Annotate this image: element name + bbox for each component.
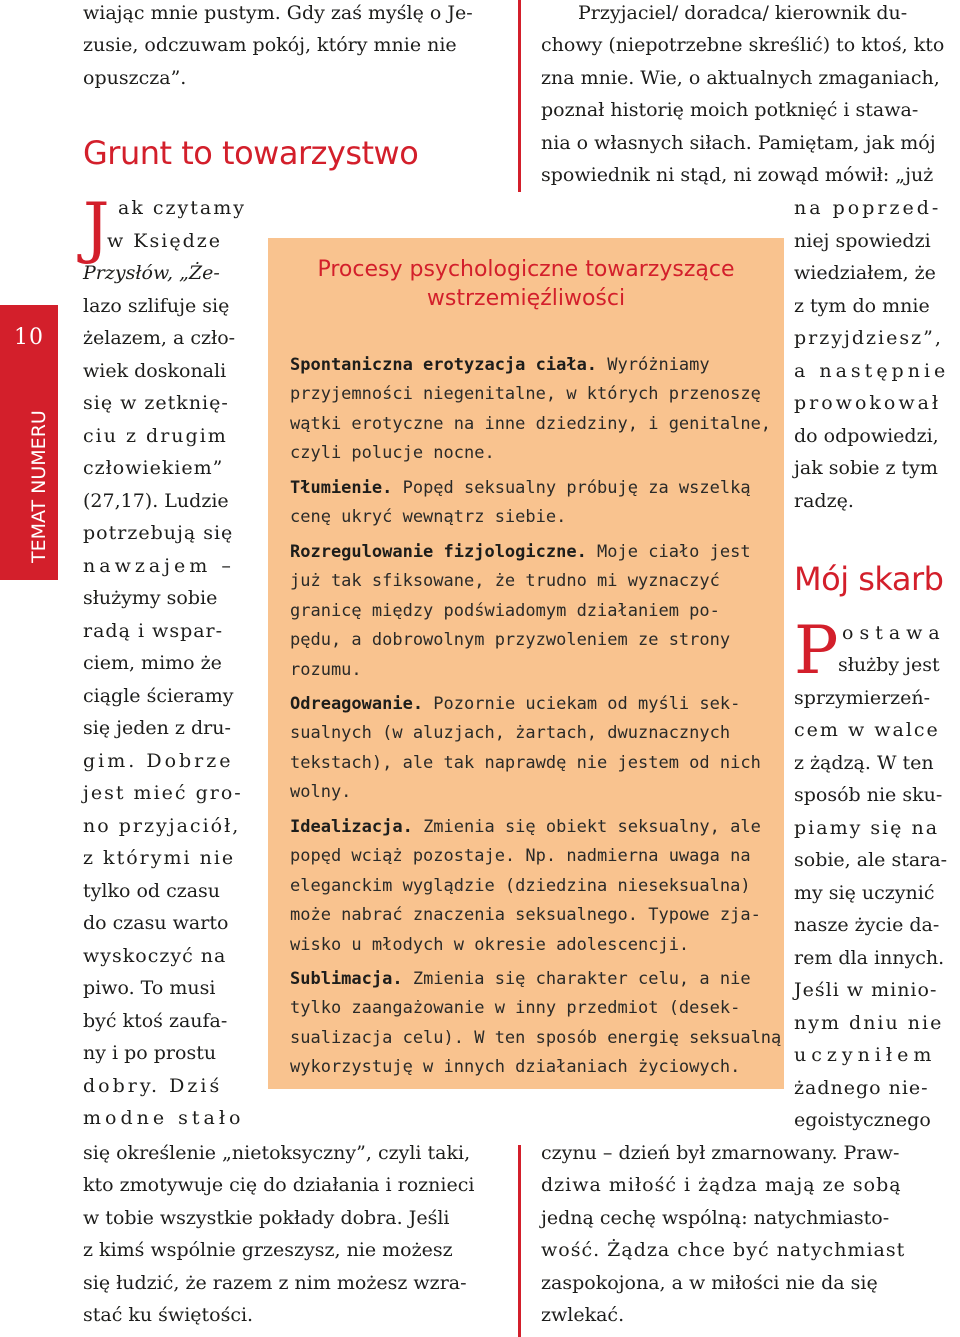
box-line: popęd wciąż pozostaje. Np. nadmierna uwaga na bbox=[290, 846, 751, 866]
text-line: ny i po prostu bbox=[83, 1042, 217, 1064]
box-line: tekstach), ale tak naprawdę nie jestem od nich bbox=[290, 753, 761, 773]
text-line: niej spowiedzi bbox=[794, 230, 931, 252]
box-line: rozumu. bbox=[290, 660, 362, 680]
text-line: zaspokojona, a w miłości nie da się bbox=[541, 1272, 878, 1294]
text-line: żelazem, a czło- bbox=[83, 327, 236, 349]
text-line: (27,17). Ludzie bbox=[83, 490, 229, 512]
box-line: Rozregulowanie fizjologiczne. Moje ciało jest bbox=[290, 542, 751, 562]
text-line: wiedziałem, że bbox=[794, 262, 936, 284]
text-line: żadnego nie- bbox=[794, 1077, 929, 1099]
text-line: rem dla innych. bbox=[794, 947, 945, 969]
drop-cap-p: P bbox=[794, 612, 839, 689]
text-line: nasze życie da- bbox=[794, 914, 940, 936]
text-line: z którymi nie bbox=[83, 847, 236, 869]
text-line: modne stało bbox=[83, 1107, 245, 1129]
text-line: piwo. To musi bbox=[83, 977, 216, 999]
text-line: nia o własnych siłach. Pamiętam, jak mój bbox=[541, 132, 936, 154]
text-line: sposób nie sku- bbox=[794, 784, 943, 806]
text-line: sobie, ale stara- bbox=[794, 849, 947, 871]
text-line: wiek doskonali bbox=[83, 360, 227, 382]
box-line: tylko zaangażowanie w inny przedmiot (desek- bbox=[290, 998, 741, 1018]
text-line: a następnie bbox=[794, 360, 950, 382]
box-line: sualnych (w aluzjach, żartach, dwuznacznych bbox=[290, 723, 731, 743]
text-line: z tym do mnie bbox=[794, 295, 930, 317]
text-line: wyskoczyć na bbox=[83, 945, 227, 967]
text-line: poznał historię moich potknięć i stawa- bbox=[541, 99, 919, 121]
section-label: TEMAT NUMERU bbox=[28, 410, 50, 563]
text-line: spowiednik ni stąd, ni zowąd mówił: „już bbox=[541, 164, 934, 186]
box-line: Idealizacja. Zmienia się obiekt seksualny, ale bbox=[290, 817, 761, 837]
page-number: 10 bbox=[14, 325, 44, 350]
text-line: cem w walce bbox=[794, 719, 940, 741]
text-line: jedną cechę wspólną: natychmiasto- bbox=[541, 1207, 890, 1229]
box-term: Spontaniczna erotyzacja ciała. bbox=[290, 355, 598, 375]
text-line: do czasu warto bbox=[83, 912, 229, 934]
text-line: jest mieć gro- bbox=[83, 782, 243, 804]
text-line: nawzajem – bbox=[83, 555, 235, 577]
text-line: ciągle ścieramy bbox=[83, 685, 234, 707]
box-line: wykorzystuję w innych działaniach życiowych. bbox=[290, 1057, 741, 1077]
text-line: na poprzed- bbox=[794, 197, 942, 219]
text-line: do odpowiedzi, bbox=[794, 425, 939, 447]
box-line: cenę ukryć wewnątrz siebie. bbox=[290, 507, 567, 527]
text-line: prowokował bbox=[794, 392, 942, 414]
box-line: Sublimacja. Zmienia się charakter celu, a nie bbox=[290, 969, 751, 989]
box-term: Rozregulowanie fizjologiczne. bbox=[290, 542, 587, 562]
text-line: z żądzą. W ten bbox=[794, 752, 934, 774]
section-heading-moj-skarb: Mój skarb bbox=[794, 560, 944, 598]
text-line: gim. Dobrze bbox=[83, 750, 234, 772]
text-line: służymy sobie bbox=[83, 587, 218, 609]
text-line: się określenie „nietoksyczny”, czyli taki, bbox=[83, 1142, 471, 1164]
text-line: nym dniu nie bbox=[794, 1012, 944, 1034]
box-term: Sublimacja. bbox=[290, 969, 403, 989]
box-term: Idealizacja. bbox=[290, 817, 413, 837]
box-line: przyjemności niegenitalne, w których przenoszę bbox=[290, 384, 761, 404]
text-line: sprzymierzeń- bbox=[794, 687, 931, 709]
text-line: tylko od czasu bbox=[83, 880, 221, 902]
box-line: wątki erotyczne na inne dziedziny, i genitalne, bbox=[290, 414, 772, 434]
box-line: Tłumienie. Popęd seksualny próbuję za wszelką bbox=[290, 478, 751, 498]
text-line: egoistycznego bbox=[794, 1109, 931, 1131]
text-line: piamy się na bbox=[794, 817, 940, 839]
text-line: zna mnie. Wie, o aktualnych zmaganiach, bbox=[541, 67, 940, 89]
drop-cap-j: J bbox=[83, 189, 110, 266]
box-title bbox=[268, 255, 784, 313]
text-line: jak sobie z tym bbox=[794, 457, 938, 479]
text-line: potrzebują się bbox=[83, 522, 234, 544]
text-line: radzę. bbox=[794, 490, 854, 512]
text-line: przyjdziesz”, bbox=[794, 327, 943, 349]
text-line: no przyjaciół, bbox=[83, 815, 241, 837]
text-line: służby jest bbox=[838, 654, 940, 676]
text-line: opuszcza”. bbox=[83, 67, 187, 89]
text-line: się łudzić, że razem z nim możesz wzra- bbox=[83, 1272, 467, 1294]
text-line: kto zmotywuje cię do działania i roznieci bbox=[83, 1174, 475, 1196]
text-line: się jeden z dru- bbox=[83, 717, 231, 739]
box-line: wisko u młodych w okresie adolescencji. bbox=[290, 935, 690, 955]
section-heading-grunt: Grunt to towarzystwo bbox=[83, 134, 419, 172]
text-line: my się uczynić bbox=[794, 882, 935, 904]
text-line: czynu – dzień był zmarnowany. Praw- bbox=[541, 1142, 900, 1164]
box-term: Tłumienie. bbox=[290, 478, 393, 498]
box-line: Spontaniczna erotyzacja ciała. Wyróżniamy bbox=[290, 355, 710, 375]
box-line: pędu, a dobrowolnym przyzwoleniem ze strony bbox=[290, 630, 731, 650]
text-line: być ktoś zaufa- bbox=[83, 1010, 228, 1032]
text-line: ciem, mimo że bbox=[83, 652, 222, 674]
box-line: eleganckim wyglądzie (dziedzina nieseksualna) bbox=[290, 876, 751, 896]
text-line: Przysłów, „Że- bbox=[83, 262, 220, 284]
text-line: ak czytamy bbox=[118, 197, 246, 219]
text-line: zwlekać. bbox=[541, 1304, 625, 1326]
box-line: wolny. bbox=[290, 782, 352, 802]
box-line: sualizacja celu). W ten sposób energię seksualną bbox=[290, 1028, 782, 1048]
text-line: wiając mnie pustym. Gdy zaś myślę o Je- bbox=[83, 2, 473, 24]
text-line: z kimś wspólnie grzeszysz, nie możesz bbox=[83, 1239, 453, 1261]
text-line: radą i wspar- bbox=[83, 620, 224, 642]
column-rule-top bbox=[518, 0, 521, 192]
text-line: wość. Żądza chce być natychmiast bbox=[541, 1239, 906, 1261]
text-line: lazo szlifuje się bbox=[83, 295, 230, 317]
box-title-line: wstrzemięźliwości bbox=[426, 286, 626, 311]
box-line: Odreagowanie. Pozornie uciekam od myśli sek- bbox=[290, 694, 741, 714]
box-line: czyli polucje nocne. bbox=[290, 443, 495, 463]
box-title-line: Procesy psychologiczne towarzyszące bbox=[317, 257, 735, 282]
box-term: Odreagowanie. bbox=[290, 694, 424, 714]
text-line: chowy (niepotrzebne skreślić) to ktoś, kto bbox=[541, 34, 945, 56]
text-line: dziwa miłość i żądza mają ze sobą bbox=[541, 1174, 902, 1196]
box-line: granicę między podświadomym działaniem po- bbox=[290, 601, 720, 621]
text-line: uczyniłem bbox=[794, 1044, 937, 1066]
text-line: stać ku świętości. bbox=[83, 1304, 254, 1326]
text-line: się w zetknię- bbox=[83, 392, 229, 414]
text-line: w Księdze bbox=[107, 230, 222, 252]
text-line: w tobie wszystkie pokłady dobra. Jeśli bbox=[83, 1207, 450, 1229]
column-rule-bottom bbox=[518, 1145, 521, 1337]
text-line: Jeśli w miniо- bbox=[794, 979, 938, 1001]
text-line: człowiekiem” bbox=[83, 457, 224, 479]
text-line: dobry. Dziś bbox=[83, 1075, 223, 1097]
text-line: ostawa bbox=[842, 622, 946, 644]
text-line: ciu z drugim bbox=[83, 425, 228, 447]
box-line: już tak sfiksowane, że trudno mi wyznaczyć bbox=[290, 571, 720, 591]
section-tab bbox=[0, 305, 58, 580]
box-line: może nabrać znaczenia seksualnego. Typowe zja- bbox=[290, 905, 761, 925]
text-line: Przyjaciel/ doradca/ kierownik du- bbox=[578, 2, 908, 24]
text-line: zusie, odczuwam pokój, który mnie nie bbox=[83, 34, 457, 56]
